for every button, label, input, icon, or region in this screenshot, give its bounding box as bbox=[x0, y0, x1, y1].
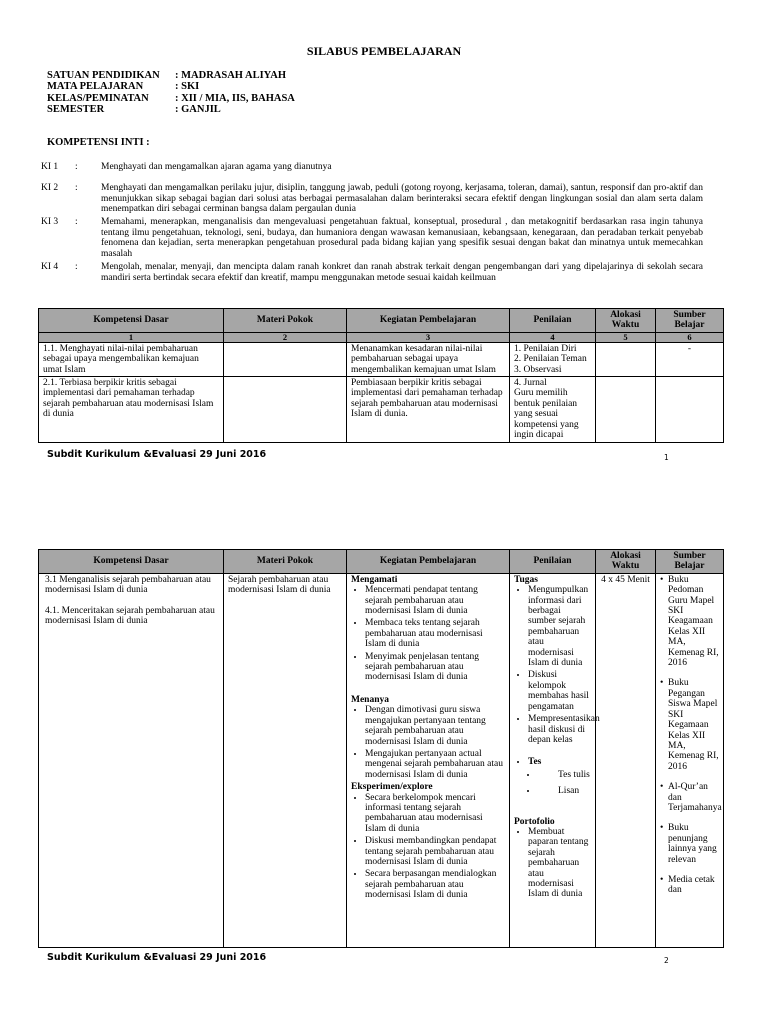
section-heading: • Tes bbox=[528, 757, 591, 767]
col-kompetensi-dasar: Kompetensi Dasar bbox=[39, 309, 224, 333]
penilaian-item: 3. Observasi bbox=[514, 364, 562, 375]
ki-colon: : bbox=[75, 262, 78, 272]
col-number: 5 bbox=[596, 332, 656, 342]
syllabus-table-1 bbox=[38, 308, 724, 443]
penilaian-cell bbox=[510, 573, 600, 947]
list-item: • Mengajukan pertanyaan actual mengenai sejarah pembaharuan atau modernisasi Islam di dunia bbox=[365, 749, 505, 780]
ki-heading: KOMPETENSI INTI : bbox=[47, 137, 150, 148]
ki-item bbox=[41, 162, 703, 173]
list-item: • Media cetak dan bbox=[660, 875, 719, 896]
col-penilaian: Penilaian bbox=[510, 309, 596, 333]
col-kompetensi-dasar: Kompetensi Dasar bbox=[39, 550, 224, 574]
list-item: • Buku Pedoman Guru Mapel SKI Keagamaan Kelas XII MA, Kemenag RI, 2016 bbox=[660, 575, 719, 669]
list-item: • Secara berpasangan mendialogkan sejarah pembaharuan atau modernisasi Islam di dunia bbox=[365, 869, 505, 900]
meta-key: MATA PELAJARAN bbox=[47, 81, 144, 93]
section-heading: Mengamati bbox=[351, 574, 398, 585]
list-item: • Mengumpulkan informasi dari berbagai sumber sejarah pembaharuan atau modernisasi Islam di dunia bbox=[528, 585, 591, 668]
section-heading: Tugas bbox=[514, 574, 538, 585]
meta-key: SEMESTER bbox=[47, 103, 105, 115]
ki-colon: : bbox=[75, 183, 78, 193]
page-number: 1 bbox=[664, 453, 669, 462]
col-number: 1 bbox=[39, 332, 224, 342]
col-number: 6 bbox=[656, 332, 724, 342]
penilaian-cell bbox=[510, 377, 596, 443]
eksperimen-list bbox=[351, 793, 505, 901]
kd-cell: 2.1. Terbiasa berpikir kritis sebagai implementasi dari pemahaman terhadap sejarah pembaharuan atau modernisasi Islam di dunia bbox=[39, 377, 224, 443]
ki-number: KI 3 bbox=[41, 217, 59, 227]
list-item: • Tes tulis bbox=[538, 770, 591, 780]
meta-row bbox=[47, 93, 295, 104]
list-item: • Mempresentasikan hasil diskusi di depan kelas bbox=[528, 714, 591, 745]
ki-number: KI 4 bbox=[41, 262, 59, 272]
meta-value: : MADRASAH ALIYAH bbox=[175, 70, 287, 81]
penilaian-item: 1. Penilaian Diri bbox=[514, 343, 577, 354]
alokasi-cell bbox=[596, 377, 656, 443]
section-heading: Eksperimen/explore bbox=[351, 782, 433, 793]
list-item: • Dengan dimotivasi guru siswa mengajukan pertanyaan tentang sejarah pembaharuan atau modernisasi Islam di dunia bbox=[365, 705, 505, 747]
col-number: 3 bbox=[347, 332, 510, 342]
list-item: • Diskusi membandingkan pendapat tentang sejarah pembaharuan atau modernisasi Islam di dunia bbox=[365, 836, 505, 867]
document-meta bbox=[47, 70, 295, 115]
col-number: 2 bbox=[224, 332, 347, 342]
meta-value: : SKI bbox=[175, 81, 200, 93]
ki-number: KI 2 bbox=[41, 183, 59, 193]
col-materi-pokok: Materi Pokok bbox=[224, 550, 347, 574]
materi-cell bbox=[224, 342, 347, 376]
list-item: • Menyimak penjelasan tentang sejarah pembaharuan atau modernisasi Islam di dunia bbox=[365, 652, 505, 683]
meta-key: SATUAN PENDIDIKAN bbox=[47, 70, 160, 81]
menanya-list bbox=[351, 705, 505, 780]
list-item: • Membaca teks tentang sejarah pembaharuan atau modernisasi Islam di dunia bbox=[365, 618, 505, 649]
kegiatan-cell bbox=[347, 573, 510, 947]
materi-cell bbox=[224, 377, 347, 443]
kegiatan-cell: Menanamkan kesadaran nilai-nilai pembaharuan sebagai upaya mengembalikan kemajuan umat Islam bbox=[347, 342, 510, 376]
list-item: • Secara berkelompok mencari informasi tentang sejarah pembaharuan atau modernisasi Islam di dunia bbox=[365, 793, 505, 835]
sumber-cell bbox=[656, 573, 724, 947]
meta-value: : GANJIL bbox=[175, 103, 221, 115]
tugas-list bbox=[514, 585, 600, 745]
ki-colon: : bbox=[75, 217, 78, 227]
col-sumber: Sumber Belajar bbox=[656, 309, 724, 333]
tes-heading-list bbox=[514, 757, 591, 767]
sumber-cell: - bbox=[656, 342, 724, 376]
list-item: • Mencermati pendapat tentang sejarah pembaharuan atau modernisasi Islam di dunia bbox=[365, 585, 505, 616]
mengamati-list bbox=[351, 585, 505, 683]
list-item: • Diskusi kelompok membahas hasil pengamatan bbox=[528, 670, 591, 712]
ki-item bbox=[41, 217, 703, 259]
penilaian-cell bbox=[510, 342, 596, 376]
page-footer: Subdit Kurikulum &Evaluasi 29 Juni 2016 bbox=[47, 952, 267, 963]
sumber-list bbox=[660, 574, 722, 896]
col-alokasi: Alokasi Waktu bbox=[596, 309, 656, 333]
kd-item: 3.1 Menganalisis sejarah pembaharuan atau modernisasi Islam di dunia bbox=[45, 574, 211, 596]
kegiatan-cell: Pembiasaan berpikir kritis sebagai implementasi dari pemahaman terhadap sejarah pembaharuan atau modernisasi Islam di dunia. bbox=[347, 377, 510, 443]
meta-row bbox=[47, 70, 295, 81]
meta-row bbox=[47, 104, 295, 115]
ki-number: KI 1 bbox=[41, 162, 59, 172]
sumber-cell bbox=[656, 377, 724, 443]
page-number: 2 bbox=[664, 956, 669, 965]
page-footer: Subdit Kurikulum &Evaluasi 29 Juni 2016 bbox=[47, 449, 267, 460]
list-item: • Membuat paparan tentang sejarah pembaharuan atau modernisasi Islam di dunia bbox=[528, 827, 591, 900]
kd-cell bbox=[39, 573, 224, 947]
ki-text: Mengolah, menalar, menyaji, dan mencipta dalam ranah konkret dan ranah abstrak terkait dengan pengembangan dari yang dipelajarinya di sekolah secara mandiri serta bertindak secara efektif dan kreatif, mampu menggunakan metode sesuai kaidah keilmuan bbox=[101, 262, 703, 283]
col-penilaian: Penilaian bbox=[510, 550, 596, 574]
ki-colon: : bbox=[75, 162, 78, 172]
list-item: • Buku penunjang lainnya yang relevan bbox=[660, 823, 719, 865]
ki-item bbox=[41, 183, 703, 215]
list-item: • Lisan bbox=[538, 786, 591, 796]
ki-text: Memahami, menerapkan, menganalisis dan mengevaluasi pengetahuan faktual, konseptual, prosedural , dan metakognitif berdasarkan rasa ingin tahunya tentang ilmu pengetahuan, teknologi, seni, budaya, dan humaniora dengan wawasan kemanusiaan, kebangsaan, kenegaraan, dan peradaban terkait penyebab fenomena dan kejadian, serta menerapkan pengetahuan prosedural pada bidang kajian yang spesifik sesuai dengan bakat dan minatnya untuk memecahkan masalah bbox=[101, 217, 703, 259]
table-row bbox=[39, 573, 724, 947]
ki-text: Menghayati dan mengamalkan perilaku jujur, disiplin, tanggung jawab, peduli (gotong royong, kerjasama, toleran, damai), santun, responsif dan pro-aktif dan menunjukkan sikap sebagai bagian dari solusi atas berbagai permasalahan dalam berinteraksi secara efektif dengan lingkungan sosial dan alam serta dalam menempatkan diri sebagai cerminan bangsa dalam pergaulan dunia bbox=[101, 183, 703, 215]
syllabus-table-2 bbox=[38, 549, 724, 948]
table-row bbox=[39, 342, 724, 376]
meta-value: : XII / MIA, IIS, BAHASA bbox=[175, 92, 295, 104]
col-sumber: Sumber Belajar bbox=[656, 550, 724, 574]
page-title: SILABUS PEMBELAJARAN bbox=[306, 44, 462, 58]
header-row bbox=[39, 309, 724, 333]
materi-cell: Sejarah pembaharuan atau modernisasi Islam di dunia bbox=[224, 573, 347, 947]
number-row bbox=[39, 332, 724, 342]
meta-key: KELAS/PEMINATAN bbox=[47, 92, 149, 104]
list-item: • Buku Pegangan Siswa Mapel SKI Kegamaan Kelas XII MA, Kemenag RI, 2016 bbox=[660, 678, 719, 772]
col-materi-pokok: Materi Pokok bbox=[224, 309, 347, 333]
alokasi-cell bbox=[596, 342, 656, 376]
ki-item bbox=[41, 262, 703, 283]
penilaian-note: Guru memilih bentuk penilaian yang sesuai kompetensi yang ingin dicapai bbox=[514, 388, 579, 441]
portofolio-list bbox=[514, 827, 591, 900]
col-kegiatan: Kegiatan Pembelajaran bbox=[347, 550, 510, 574]
table-row bbox=[39, 377, 724, 443]
meta-row bbox=[47, 81, 295, 92]
penilaian-item: 4. Jurnal bbox=[514, 378, 547, 389]
header-row bbox=[39, 550, 724, 574]
list-item: • Al-Qur’an dan Terjamahanya bbox=[660, 782, 719, 813]
kd-item: 4.1. Menceritakan sejarah pembaharuan atau modernisasi Islam di dunia bbox=[45, 605, 215, 627]
kd-cell: 1.1. Menghayati nilai-nilai pembaharuan sebagai upaya mengembalikan kemajuan umat Islam bbox=[39, 342, 224, 376]
section-heading: Menanya bbox=[351, 694, 389, 705]
tes-list bbox=[514, 770, 591, 797]
section-heading: Portofolio bbox=[514, 816, 555, 827]
penilaian-item: 2. Penilaian Teman bbox=[514, 354, 587, 365]
col-number: 4 bbox=[510, 332, 596, 342]
col-alokasi: Alokasi Waktu bbox=[596, 550, 656, 574]
col-kegiatan: Kegiatan Pembelajaran bbox=[347, 309, 510, 333]
ki-text: Menghayati dan mengamalkan ajaran agama yang dianutnya bbox=[101, 162, 332, 172]
alokasi-cell: 4 x 45 Menit bbox=[596, 573, 656, 947]
